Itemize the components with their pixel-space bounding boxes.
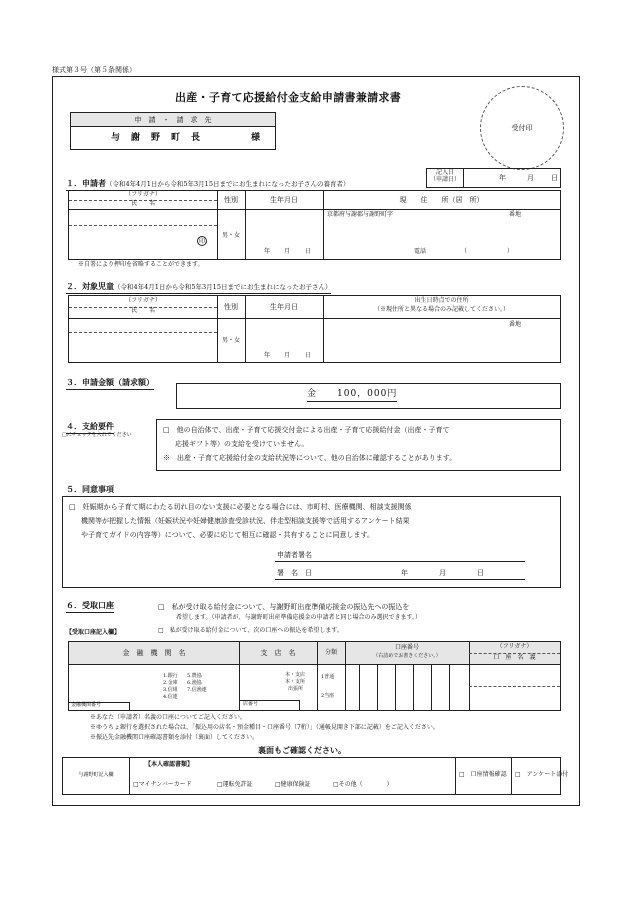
child-name-label: 氏 名 xyxy=(130,307,155,314)
applicant-heading: １．申請者（令和4年4月1日から令和5年3月15日までにお生まれになったお子さんの養育者） xyxy=(66,178,349,191)
bank-col-account: 口座番号 xyxy=(394,644,419,651)
bank-type-2: 2.金庫 xyxy=(163,680,178,686)
child-address-banchi: 番地 xyxy=(509,321,522,328)
consent-line1[interactable]: □ 妊娠期から子育て期にわたる切れ目のない支援に必要となる場合には、市町村、医療機関、相談支援関係 xyxy=(69,503,412,511)
consent-line3: や子育てガイドの内容等）について、必要に応じて相互に確認・共有することに同意します。 xyxy=(81,531,374,539)
consent-sign-year[interactable]: 年 xyxy=(401,569,408,577)
consent-line2: 機関等が把握した情報（妊娠状況や妊婦健康診査受診状況、伴走型相談支援等で活用するアンケート結果 xyxy=(81,517,410,525)
requirements-line3: ※ 出産・子育て応援給付金の支給状況等について、他の自治体に確認することがあります。 xyxy=(163,454,457,462)
bank-col-furigana: （フリガナ） xyxy=(496,643,533,650)
bank-heading: ６．受取口座 xyxy=(66,600,114,613)
bank-type-7: 7.信漁連 xyxy=(187,687,207,693)
applicant-birth-month[interactable]: 月 xyxy=(284,248,291,255)
account-type-2[interactable]: 2当座 xyxy=(321,693,335,699)
applicant-birth-label: 生年月日 xyxy=(270,196,298,204)
addressee-box xyxy=(70,112,276,150)
reception-stamp-area xyxy=(480,86,564,170)
entry-date-box xyxy=(426,168,561,188)
applicant-gender-label: 性別 xyxy=(224,196,238,204)
bank-col-account-note: （右詰めでお書きください。） xyxy=(373,653,441,659)
bank-code-label: 金融機関番号 xyxy=(71,702,102,708)
branch-number-label: 店番号 xyxy=(243,701,259,707)
requirements-line1[interactable]: □ 他の自治体で、出産・子育て応援交付金による出産・子育て応援給付金（出産・子育て xyxy=(163,426,450,434)
child-heading: ２．対象児童（令和4年4月1日から令和5年3月15日までにお生まれになったお子さん） xyxy=(66,281,331,294)
amount-box xyxy=(176,383,561,409)
applicant-address-label: 現 住 所（居 所） xyxy=(399,196,484,204)
requirements-box xyxy=(156,419,561,471)
entry-date-label: 記入日 （申請日） xyxy=(429,169,460,183)
account-type-1[interactable]: 1普通 xyxy=(321,674,335,680)
consent-signature-label: 申請者署名 xyxy=(277,551,312,559)
bank-entry-label: 【受取口座記入欄】 xyxy=(66,629,121,636)
applicant-phone-close[interactable]: ） xyxy=(507,248,514,255)
office-use-box xyxy=(62,757,569,795)
id-docs-label: 【本人確認書類】 xyxy=(145,761,194,768)
bank-col-holder: 口 座 名 義 xyxy=(493,654,536,661)
child-furigana-label: （フリガナ） xyxy=(125,297,161,304)
child-birth-month[interactable]: 月 xyxy=(284,352,291,359)
bank-option1-line1[interactable]: □ 私が受け取る給付金について、与謝野町出産準備応援金の振込先への振込を xyxy=(158,603,410,611)
applicant-footnote: ※自署により押印を省略することができます。 xyxy=(78,261,204,268)
office-column-label: 与謝野町記入欄 xyxy=(78,772,114,778)
bank-type-6: 6.漁協 xyxy=(187,680,202,686)
child-address-label: 出生日時点での住所 xyxy=(414,297,469,304)
id-doc-mynumber[interactable]: □マイナンバーカード xyxy=(133,781,192,788)
addressee-honorific: 様 xyxy=(251,133,261,143)
child-gender-value[interactable]: 男・女 xyxy=(221,337,240,344)
requirements-line2: 応援ギフト等）の支給を受けていません。 xyxy=(175,440,309,448)
bank-note-3: ※振込先金融機関口座確認書類を添付（裏面）してください。 xyxy=(90,734,259,741)
consent-heading: ５．同意事項 xyxy=(66,484,114,497)
consent-sign-day[interactable]: 日 xyxy=(477,569,484,577)
amount-heading: ３．申請金額（請求額） xyxy=(66,377,154,390)
applicant-address-banchi: 番地 xyxy=(509,211,522,218)
requirements-heading: ４．支給要件 xyxy=(66,421,114,434)
addressee-name: 与 謝 野 町 長 xyxy=(111,133,202,143)
branch-type-2: 本・支所 xyxy=(285,679,306,685)
bank-type-3: 3.信組 xyxy=(163,687,178,693)
id-doc-other[interactable]: □その他（ ） xyxy=(333,781,393,788)
branch-type-1: 本・支店 xyxy=(285,672,306,678)
consent-sign-date-label: 署 名 日 xyxy=(277,569,312,577)
back-page-note: 裏面もご確認ください。 xyxy=(258,745,346,755)
child-birth-label: 生年月日 xyxy=(270,303,298,311)
page-title: 出産・子育て応援給付金支給申請書兼請求書 xyxy=(175,91,401,104)
bank-col-branch: 支 店 名 xyxy=(260,649,296,657)
consent-sign-month[interactable]: 月 xyxy=(439,569,446,577)
applicant-table xyxy=(68,190,561,260)
child-table xyxy=(68,295,561,363)
seal-mark: 印 xyxy=(198,238,205,245)
bank-info-check[interactable]: □ 口座情報確認 xyxy=(459,771,507,778)
entry-date-month[interactable]: 月 xyxy=(527,174,534,182)
bank-option1-line2: 希望します。（申請者が、与謝野町出産準備応援金の申請者と同じ場合のみ選択できます。） xyxy=(176,614,422,621)
applicant-name-label: 氏 名 xyxy=(130,200,155,207)
child-gender-label: 性別 xyxy=(224,303,238,311)
applicant-phone-open[interactable]: （ xyxy=(461,248,468,255)
bank-type-5: 5.農協 xyxy=(187,673,202,679)
applicant-phone-label: 電話 xyxy=(414,248,427,255)
bank-type-1: 1.銀行 xyxy=(163,673,178,679)
survey-attached-check[interactable]: □ アンケート添付 xyxy=(515,771,569,778)
child-birth-day[interactable]: 日 xyxy=(305,352,312,359)
child-address-note: （※現住所と異なる場合のみ記載してください。） xyxy=(373,306,509,313)
stamp-label: 受付印 xyxy=(511,124,533,132)
bank-option2[interactable]: □ 私が受け取る給付金について、次の口座への振込を希望します。 xyxy=(158,627,343,634)
id-doc-insurance[interactable]: □健康保険証 xyxy=(275,781,311,788)
id-doc-license[interactable]: □運転免許証 xyxy=(217,781,253,788)
bank-note-1: ※あなた（申請者）名義の口座についてご記入ください。 xyxy=(90,714,246,721)
amount-value: 金 100，000円 xyxy=(307,389,397,402)
form-number: 様式第３号（第５条関係） xyxy=(52,66,136,74)
bank-type-4: 4.信連 xyxy=(163,694,178,700)
requirements-subnote: □にチェックを入れてください xyxy=(62,432,132,438)
applicant-birth-year[interactable]: 年 xyxy=(264,248,271,255)
bank-col-type: 分類 xyxy=(324,649,337,656)
applicant-address-prefix[interactable]: 京都府与謝郡与謝野町字 xyxy=(327,211,394,218)
addressee-label: 申 請 ・ 請 求 先 xyxy=(71,113,275,127)
bank-table xyxy=(68,641,561,711)
branch-type-3: 出張所 xyxy=(288,686,304,692)
applicant-furigana-label: （フリガナ） xyxy=(125,191,161,198)
bank-col-bank: 金 融 機 関 名 xyxy=(122,649,186,657)
bank-note-2: ※ゆうちょ銀行を選択された場合は、「振込用の店名・預金種目・口座番号（7桁）」（通帳見開き下部に記載）をご記入ください。 xyxy=(90,724,439,731)
applicant-birth-day[interactable]: 日 xyxy=(305,248,312,255)
child-birth-year[interactable]: 年 xyxy=(264,352,271,359)
applicant-gender-value[interactable]: 男・女 xyxy=(221,232,240,239)
consent-box xyxy=(62,496,561,588)
entry-date-year[interactable]: 年 xyxy=(499,174,506,182)
entry-date-day[interactable]: 日 xyxy=(551,174,558,182)
